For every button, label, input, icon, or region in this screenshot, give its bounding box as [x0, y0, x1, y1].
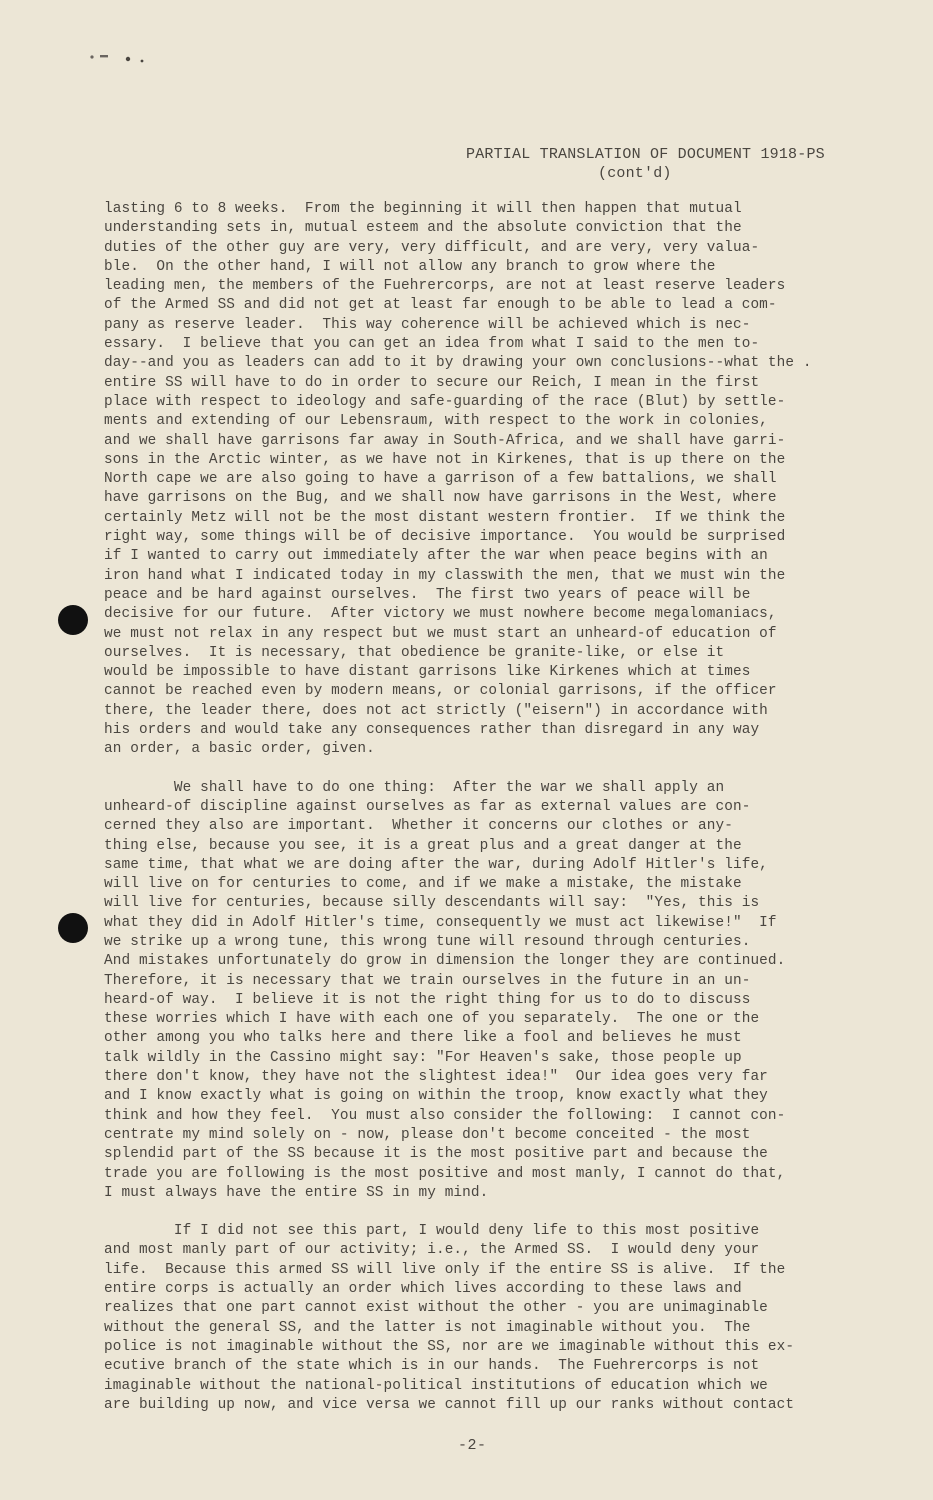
text-line: certainly Metz will not be the most distant western frontier. If we think the — [104, 509, 786, 526]
text-line: life. Because this armed SS will live only if the entire SS is alive. If the — [104, 1261, 786, 1278]
text-line: pany as reserve leader. This way coherence will be achieved which is nec- — [104, 316, 751, 333]
text-line: heard-of way. I believe it is not the right thing for us to do to discuss — [104, 991, 751, 1008]
text-line: have garrisons on the Bug, and we shall now have garrisons in the West, where — [104, 490, 777, 507]
text-line: are building up now, and vice versa we cannot fill up our ranks without contact — [104, 1396, 795, 1413]
text-line: lasting 6 to 8 weeks. From the beginning it will then happen that mutual — [104, 201, 742, 217]
text-line: same time, that what we are doing after the war, during Adolf Hitler's life, — [104, 856, 768, 873]
header-title: PARTIAL TRANSLATION OF DOCUMENT 1918-PS — [466, 146, 825, 163]
text-line: duties of the other guy are very, very difficult, and are very, very valua- — [104, 239, 760, 256]
text-line: North cape we are also going to have a garrison of a few battalions, we shall — [104, 471, 777, 488]
text-line: Therefore, it is necessary that we train ourselves in the future in an un- — [104, 972, 751, 989]
text-line: there don't know, they have not the slightest idea!" Our idea goes very far — [104, 1069, 768, 1086]
text-line: ourselves. It is necessary, that obedience be granite-like, or else it — [104, 644, 725, 661]
text-line: cerned they also are important. Whether it concerns our clothes or any- — [104, 818, 733, 835]
text-line: thing else, because you see, it is a great plus and a great danger at the — [104, 837, 742, 854]
header-subtitle: (cont'd) — [598, 165, 672, 182]
text-line: talk wildly in the Cassino might say: "For Heaven's sake, those people up — [104, 1049, 742, 1066]
text-line: without the general SS, and the latter is not imaginable without you. The — [104, 1319, 751, 1336]
text-line: and most manly part of our activity; i.e., the Armed SS. I would deny your — [104, 1242, 760, 1259]
text-line: if I wanted to carry out immediately after the war when peace begins with an — [104, 548, 768, 565]
text-line: ecutive branch of the state which is in our hands. The Fuehrercorps is not — [104, 1358, 760, 1375]
punch-hole-bottom — [58, 913, 88, 943]
text-line: unheard-of discipline against ourselves as far as external values are con- — [104, 798, 751, 815]
corner-marks — [88, 50, 158, 66]
text-line: trade you are following is the most positive and most manly, I cannot do that, — [104, 1165, 786, 1182]
text-line: will live for centuries, because silly descendants will say: "Yes, this is — [104, 895, 760, 912]
paragraph-3 — [104, 1222, 884, 1415]
text-line: splendid part of the SS because it is the most positive part and because the — [104, 1146, 768, 1163]
text-line: ments and extending of our Lebensraum, with respect to the work in colonies, — [104, 413, 768, 430]
text-line: iron hand what I indicated today in my classwith the men, that we must win the — [104, 567, 786, 584]
text-line: other among you who talks here and there like a fool and believes he must — [104, 1030, 742, 1047]
text-line: we strike up a wrong tune, this wrong tune will resound through centuries. — [104, 933, 751, 950]
text-line: If I did not see this part, I would deny life to this most positive — [104, 1223, 760, 1240]
text-line: his orders and would take any consequences rather than disregard in any way — [104, 722, 760, 739]
document-header — [466, 145, 886, 183]
text-line: police is not imaginable without the SS, nor are we imaginable without this ex- — [104, 1338, 795, 1355]
text-line: think and how they feel. You must also consider the following: I cannot con- — [104, 1107, 786, 1124]
text-line: place with respect to ideology and safe-guarding of the race (Blut) by settle- — [104, 393, 786, 410]
text-line: decisive for our future. After victory we must nowhere become megalomaniacs, — [104, 606, 777, 623]
paragraph-1 — [104, 200, 884, 760]
text-line: of the Armed SS and did not get at least far enough to be able to lead a com- — [104, 297, 777, 314]
text-line: an order, a basic order, given. — [104, 741, 375, 758]
text-line: essary. I believe that you can get an idea from what I said to the men to- — [104, 336, 760, 353]
text-line: what they did in Adolf Hitler's time, consequently we must act likewise!" If — [104, 914, 777, 931]
text-line: entire corps is actually an order which lives according to these laws and — [104, 1281, 742, 1298]
text-line: leading men, the members of the Fuehrercorps, are not at least reserve leaders — [104, 278, 786, 295]
paragraph-2 — [104, 779, 884, 1204]
text-line: entire SS will have to do in order to secure our Reich, I mean in the first — [104, 374, 760, 391]
text-line: there, the leader there, does not act strictly ("eisern") in accordance with — [104, 702, 768, 719]
text-line: understanding sets in, mutual esteem and the absolute conviction that the — [104, 220, 742, 237]
document-body — [104, 200, 884, 1415]
paragraph-gap — [104, 760, 884, 779]
text-line: and I know exactly what is going on within the troop, know exactly what they — [104, 1088, 768, 1105]
paragraph-gap — [104, 1203, 884, 1222]
text-line: would be impossible to have distant garrisons like Kirkenes which at times — [104, 664, 751, 681]
text-line: day--and you as leaders can add to it by drawing your own conclusions--what the . — [104, 355, 812, 372]
text-line: I must always have the entire SS in my mind. — [104, 1184, 489, 1201]
text-line: peace and be hard against ourselves. The first two years of peace will be — [104, 586, 751, 603]
text-line: and we shall have garrisons far away in South-Africa, and we shall have garri- — [104, 432, 786, 449]
punch-hole-top — [58, 605, 88, 635]
text-line: we must not relax in any respect but we must start an unheard-of education of — [104, 625, 777, 642]
text-line: sons in the Arctic winter, as we have not in Kirkenes, that is up there on the — [104, 451, 786, 468]
text-line: And mistakes unfortunately do grow in dimension the longer they are continued. — [104, 953, 786, 970]
text-line: right way, some things will be of decisive importance. You would be surprised — [104, 529, 786, 546]
text-line: We shall have to do one thing: After the war we shall apply an — [104, 779, 725, 796]
text-line: will live on for centuries to come, and if we make a mistake, the mistake — [104, 876, 742, 893]
text-line: imaginable without the national-political institutions of education which we — [104, 1377, 768, 1394]
text-line: realizes that one part cannot exist without the other - you are unimaginable — [104, 1300, 768, 1317]
text-line: cannot be reached even by modern means, or colonial garrisons, if the officer — [104, 683, 777, 700]
text-line: ble. On the other hand, I will not allow any branch to grow where the — [104, 258, 716, 275]
page-number: -2- — [458, 1437, 487, 1454]
text-line: these worries which I have with each one of you separately. The one or the — [104, 1011, 760, 1028]
text-line: centrate my mind solely on - now, please don't become conceited - the most — [104, 1126, 751, 1143]
